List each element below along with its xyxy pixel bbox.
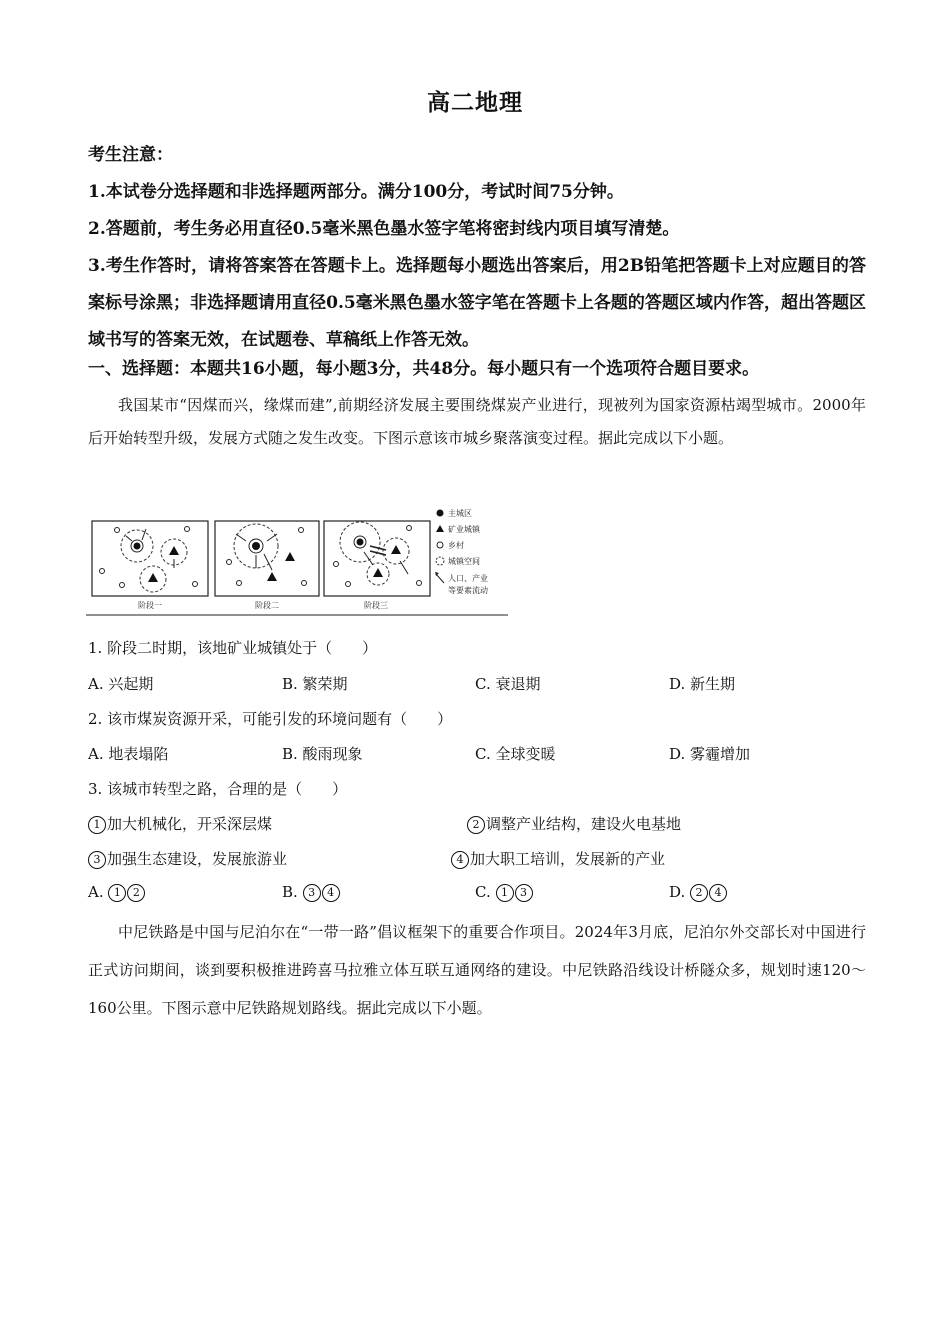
svg-text:等要素流动: 等要素流动 bbox=[448, 586, 488, 595]
q3-item-1: 1 加大机械化，开采深层煤 bbox=[88, 813, 272, 834]
q1-option-a[interactable]: A. 兴起期 bbox=[88, 675, 154, 693]
q2-option-c[interactable]: C. 全球变暖 bbox=[475, 745, 556, 763]
stage-1-panel bbox=[92, 521, 208, 610]
stage-3-panel bbox=[324, 521, 430, 610]
circled-number: 4 bbox=[451, 851, 469, 869]
circled-number: 1 bbox=[88, 816, 106, 834]
q1-option-d[interactable]: D. 新生期 bbox=[669, 675, 736, 693]
svg-text:乡村: 乡村 bbox=[448, 541, 464, 550]
q3-option-a[interactable]: A. 1 2 bbox=[88, 883, 146, 902]
q3-option-c[interactable]: C. 1 3 bbox=[475, 883, 534, 902]
q3-item-3: 3 加强生态建设，发展旅游业 bbox=[88, 848, 287, 869]
stage-1-label: 阶段一 bbox=[138, 601, 162, 610]
stage-3-label: 阶段三 bbox=[364, 601, 388, 610]
circled-number: 3 bbox=[88, 851, 106, 869]
question-1-stem: 1. 阶段二时期，该地矿业城镇处于（ ） bbox=[88, 639, 378, 657]
notice-heading: 考生注意： bbox=[88, 145, 173, 165]
passage-2: 中尼铁路是中国与尼泊尔在“一带一路”倡议框架下的重要合作项目。2024年3月底，尼泊尔外交部长对中国进行正式访问期间，谈到要积极推进跨喜马拉雅立体互联互通网络的建设。中尼铁路沿线设计桥隧众多，规划时速120～160公里。下图示意中尼铁路规划路线。据此完成以下小题。 bbox=[88, 923, 866, 1017]
q3-item-4: 4 加大职工培训，发展新的产业 bbox=[451, 848, 665, 869]
circled-number: 2 bbox=[467, 816, 485, 834]
notice-item-1: 1.本试卷分选择题和非选择题两部分。满分100分，考试时间75分钟。 bbox=[88, 182, 624, 202]
section-heading: 一、选择题：本题共16小题，每小题3分，共48分。每小题只有一个选项符合题目要求。 bbox=[88, 359, 760, 379]
question-2-stem: 2. 该市煤炭资源开采，可能引发的环境问题有（ ） bbox=[88, 710, 453, 728]
svg-text:人口、产业: 人口、产业 bbox=[448, 574, 488, 583]
figure-legend bbox=[435, 508, 488, 595]
settlement-evolution-figure bbox=[86, 504, 510, 616]
svg-text:主城区: 主城区 bbox=[448, 509, 472, 518]
passage-1: 我国某市“因煤而兴，缘煤而建”,前期经济发展主要围绕煤炭产业进行，现被列为国家资源枯竭型城市。2000年后开始转型升级，发展方式随之发生改变。下图示意该市城乡聚落演变过程。据此完成以下小题。 bbox=[88, 396, 866, 447]
stage-2-label: 阶段二 bbox=[255, 601, 279, 610]
q2-option-a[interactable]: A. 地表塌陷 bbox=[88, 745, 169, 763]
q3-option-d[interactable]: D. 2 4 bbox=[669, 883, 728, 902]
page-title: 高二地理 bbox=[427, 89, 523, 116]
q1-option-b[interactable]: B. 繁荣期 bbox=[282, 675, 348, 693]
question-3-stem: 3. 该城市转型之路，合理的是（ ） bbox=[88, 780, 348, 798]
q3-option-b[interactable]: B. 3 4 bbox=[282, 883, 341, 902]
q2-option-d[interactable]: D. 雾霾增加 bbox=[669, 745, 751, 763]
q2-option-b[interactable]: B. 酸雨现象 bbox=[282, 745, 363, 763]
svg-text:矿业城镇: 矿业城镇 bbox=[448, 525, 480, 534]
stage-2-panel bbox=[215, 521, 319, 610]
q1-option-c[interactable]: C. 衰退期 bbox=[475, 675, 541, 693]
notice-item-2: 2.答题前，考生务必用直径0.5毫米黑色墨水签字笔将密封线内项目填写清楚。 bbox=[88, 219, 680, 239]
svg-text:城镇空间: 城镇空间 bbox=[448, 557, 480, 566]
notice-item-3: 3.考生作答时，请将答案答在答题卡上。选择题每小题选出答案后，用2B铅笔把答题卡上对应题目的答案标号涂黑；非选择题请用直径0.5毫米黑色墨水签字笔在答题卡上各题的答题区域内作答，超出答题区域书写的答案无效，在试题卷、草稿纸上作答无效。 bbox=[88, 256, 866, 350]
q3-item-2: 2 调整产业结构，建设火电基地 bbox=[467, 813, 681, 834]
